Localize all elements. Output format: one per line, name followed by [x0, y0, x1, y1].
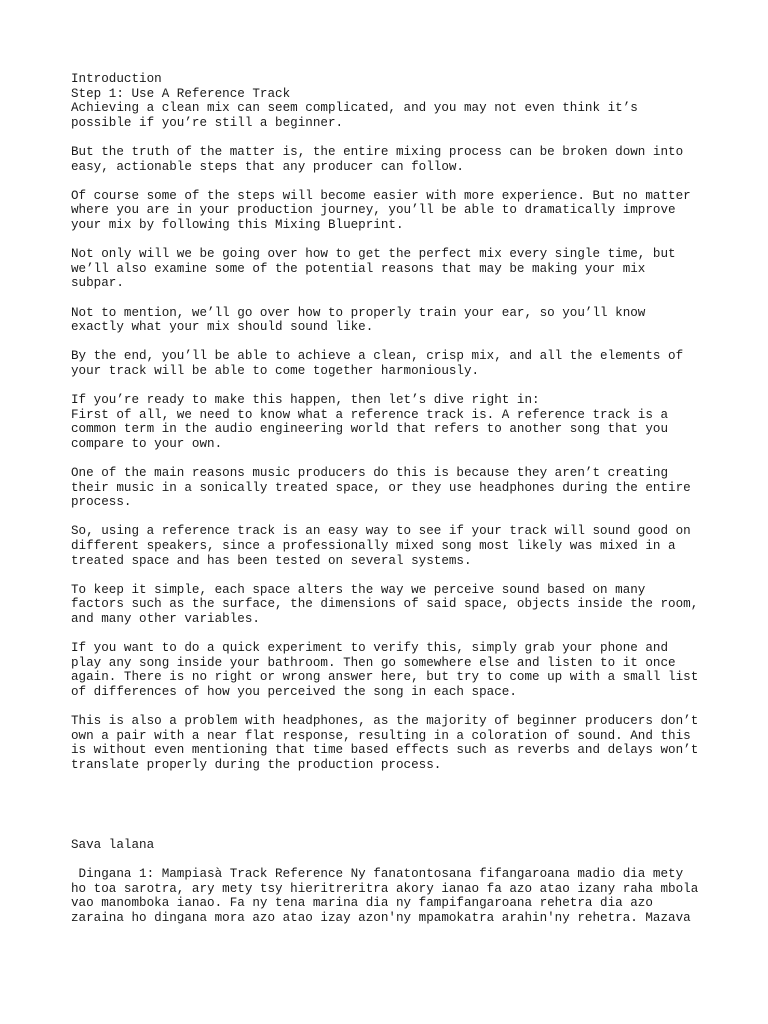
paragraph-line: where you are in your production journey, you’ll be able to dramatically improve — [71, 203, 676, 218]
paragraph-line: subpar. — [71, 276, 124, 291]
paragraph-line: Of course some of the steps will become easier with more experience. But no matter — [71, 188, 691, 203]
paragraph-line: your track will be able to come together harmoniously. — [71, 363, 480, 378]
paragraph-line: factors such as the surface, the dimensions of said space, objects inside the room, — [71, 597, 699, 612]
paragraph-line: common term in the audio engineering world that refers to another song that you — [71, 422, 669, 437]
paragraph-line: of differences of how you perceived the song in each space. — [71, 684, 517, 699]
paragraph-3 — [71, 189, 711, 233]
paragraph-line: vao manomboka ianao. Fa ny tena marina dia ny fampifangaroana rehetra dia azo — [71, 896, 653, 911]
paragraph-line: zaraina ho dingana mora azo atao izay azon'ny mpamokatra arahin'ny rehetra. Mazava — [71, 911, 691, 926]
paragraph-11 — [71, 641, 711, 699]
paragraph-line: different speakers, since a professionally mixed song most likely was mixed in a — [71, 539, 676, 553]
paragraph-line: To keep it simple, each space alters the way we perceive sound based on many — [71, 582, 646, 597]
paragraph-line: possible if you’re still a beginner. — [71, 115, 344, 130]
paragraph-line: By the end, you’ll be able to achieve a clean, crisp mix, and all the elements of — [71, 349, 684, 364]
paragraph-line: So, using a reference track is an easy way to see if your track will sound good on — [71, 524, 691, 539]
paragraph-4 — [71, 247, 711, 291]
paragraph-line: But the truth of the matter is, the entire mixing process can be broken down into — [71, 144, 684, 159]
paragraph-5 — [71, 306, 711, 335]
paragraph-line: ho toa sarotra, ary mety tsy hieritreritra akory ianao fa azo atao izany raha mbola — [71, 881, 699, 896]
paragraph-line: easy, actionable steps that any producer can follow. — [71, 159, 464, 174]
paragraph-2 — [71, 145, 711, 174]
paragraph-7 — [71, 393, 711, 451]
paragraph-9 — [71, 524, 711, 568]
paragraph-1 — [71, 101, 711, 130]
paragraph-line: again. There is no right or wrong answer here, but try to come up with a small list — [71, 670, 699, 685]
paragraph-line: and many other variables. — [71, 611, 260, 626]
heading-sava-lalana: Sava lalana — [71, 838, 155, 853]
paragraph-line: treated space and has been tested on several systems. — [71, 553, 472, 568]
paragraph-8 — [71, 466, 711, 510]
paragraph-line: One of the main reasons music producers do this is because they aren’t creating — [71, 466, 669, 481]
paragraph-12 — [71, 714, 711, 772]
paragraph-line: play any song inside your bathroom. Then go somewhere else and listen to it once — [71, 655, 676, 670]
english-section — [71, 72, 711, 773]
paragraph-line: First of all, we need to know what a reference track is. A reference track is a — [71, 407, 669, 422]
paragraph-10 — [71, 583, 711, 627]
paragraph-line: their music in a sonically treated space, or they use headphones during the entire — [71, 480, 691, 495]
paragraph-line: If you’re ready to make this happen, then let’s dive right in: — [71, 393, 540, 408]
paragraph-line: Not only will we be going over how to get the perfect mix every single time, but — [71, 247, 676, 262]
paragraph-line: compare to your own. — [71, 436, 223, 451]
malagasy-section — [71, 838, 711, 926]
heading-introduction: Introduction — [71, 72, 162, 86]
paragraph-line: is without even mentioning that time based effects such as reverbs and delays won’t — [71, 743, 699, 758]
paragraph-line: If you want to do a quick experiment to verify this, simply grab your phone and — [71, 641, 669, 656]
malagasy-heading — [71, 838, 711, 853]
paragraph-line: exactly what your mix should sound like. — [71, 320, 374, 335]
paragraph-line: Dingana 1: Mampiasà Track Reference Ny fanatontosana fifangaroana madio dia mety — [71, 867, 684, 882]
paragraph-6 — [71, 349, 711, 378]
paragraph-line: process. — [71, 495, 132, 510]
paragraph-line: Achieving a clean mix can seem complicated, and you may not even think it’s — [71, 101, 638, 116]
paragraph-line: This is also a problem with headphones, as the majority of beginner producers don’t — [71, 714, 699, 729]
paragraph-line: we’ll also examine some of the potential reasons that may be making your mix — [71, 261, 646, 276]
paragraph-line: own a pair with a near flat response, resulting in a coloration of sound. And this — [71, 728, 691, 743]
malagasy-paragraph — [71, 867, 711, 925]
paragraph-line: Not to mention, we’ll go over how to properly train your ear, so you’ll know — [71, 305, 646, 320]
paragraph-line: your mix by following this Mixing Blueprint. — [71, 217, 404, 232]
paragraph-line: translate properly during the production process. — [71, 757, 442, 772]
section-spacer — [71, 787, 711, 838]
heading-step-1: Step 1: Use A Reference Track — [71, 86, 291, 101]
document-page — [71, 72, 711, 940]
